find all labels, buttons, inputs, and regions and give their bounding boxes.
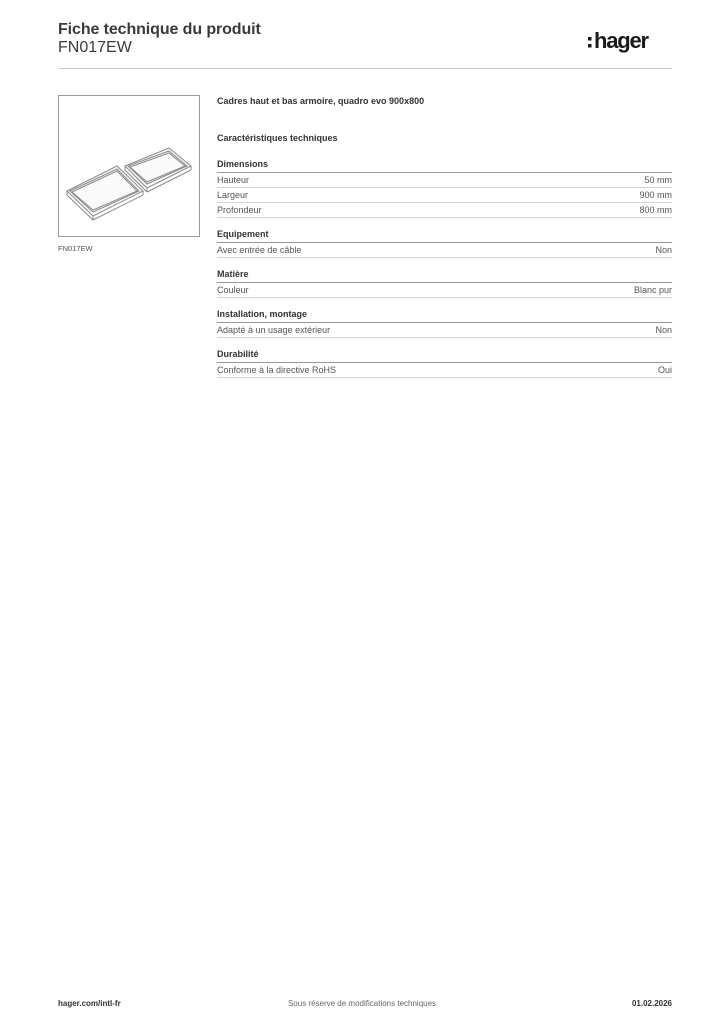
spec-row — [217, 203, 672, 218]
footer-date: 01.02.2026 — [631, 999, 672, 1008]
specs-heading: Caractéristiques techniques — [217, 133, 338, 143]
spec-row — [217, 283, 672, 298]
spec-label: Avec entrée de câble — [217, 244, 302, 255]
spec-row — [217, 323, 672, 338]
spec-row — [217, 173, 672, 188]
spec-label: Couleur — [217, 284, 249, 295]
product-reference: FN017EW — [58, 39, 132, 56]
spec-row — [217, 243, 672, 258]
footer-website-link[interactable]: hager.com/intl-fr — [58, 999, 121, 1008]
spec-section-durabilite — [217, 349, 672, 378]
spec-label: Largeur — [217, 189, 249, 200]
spec-section-installation — [217, 309, 672, 338]
spec-label: Hauteur — [217, 174, 250, 185]
spec-value: Oui — [657, 364, 672, 375]
logo-wordmark: hager — [594, 28, 648, 53]
spec-value: 800 mm — [639, 204, 672, 215]
spec-row — [217, 188, 672, 203]
section-title: Matière — [217, 269, 672, 283]
spec-section-dimensions — [217, 159, 672, 218]
spec-label: Profondeur — [217, 204, 262, 215]
image-caption: FN017EW — [58, 244, 93, 253]
hager-logo — [588, 27, 672, 57]
spec-value: 50 mm — [644, 174, 672, 185]
page-title: Fiche technique du produit — [58, 21, 261, 38]
frame-illustration — [59, 96, 199, 236]
product-name: Cadres haut et bas armoire, quadro evo 900x800 — [217, 96, 425, 106]
spec-label: Adapté à un usage extérieur — [217, 324, 331, 335]
spec-value: Non — [655, 244, 672, 255]
header-divider — [58, 68, 672, 69]
product-image — [58, 95, 200, 237]
section-title: Equipement — [217, 229, 672, 243]
spec-value: Blanc pur — [633, 284, 672, 295]
spec-value: Non — [655, 324, 672, 335]
spec-value: 900 mm — [639, 189, 672, 200]
spec-row — [217, 363, 672, 378]
spec-label: Conforme à la directive RoHS — [217, 364, 337, 375]
specs-content — [217, 96, 672, 389]
section-title: Durabilité — [217, 349, 672, 363]
footer-disclaimer: Sous réserve de modifications techniques — [287, 999, 437, 1008]
spec-section-equipement — [217, 229, 672, 258]
spec-section-matiere — [217, 269, 672, 298]
section-title: Dimensions — [217, 159, 672, 173]
section-title: Installation, montage — [217, 309, 672, 323]
